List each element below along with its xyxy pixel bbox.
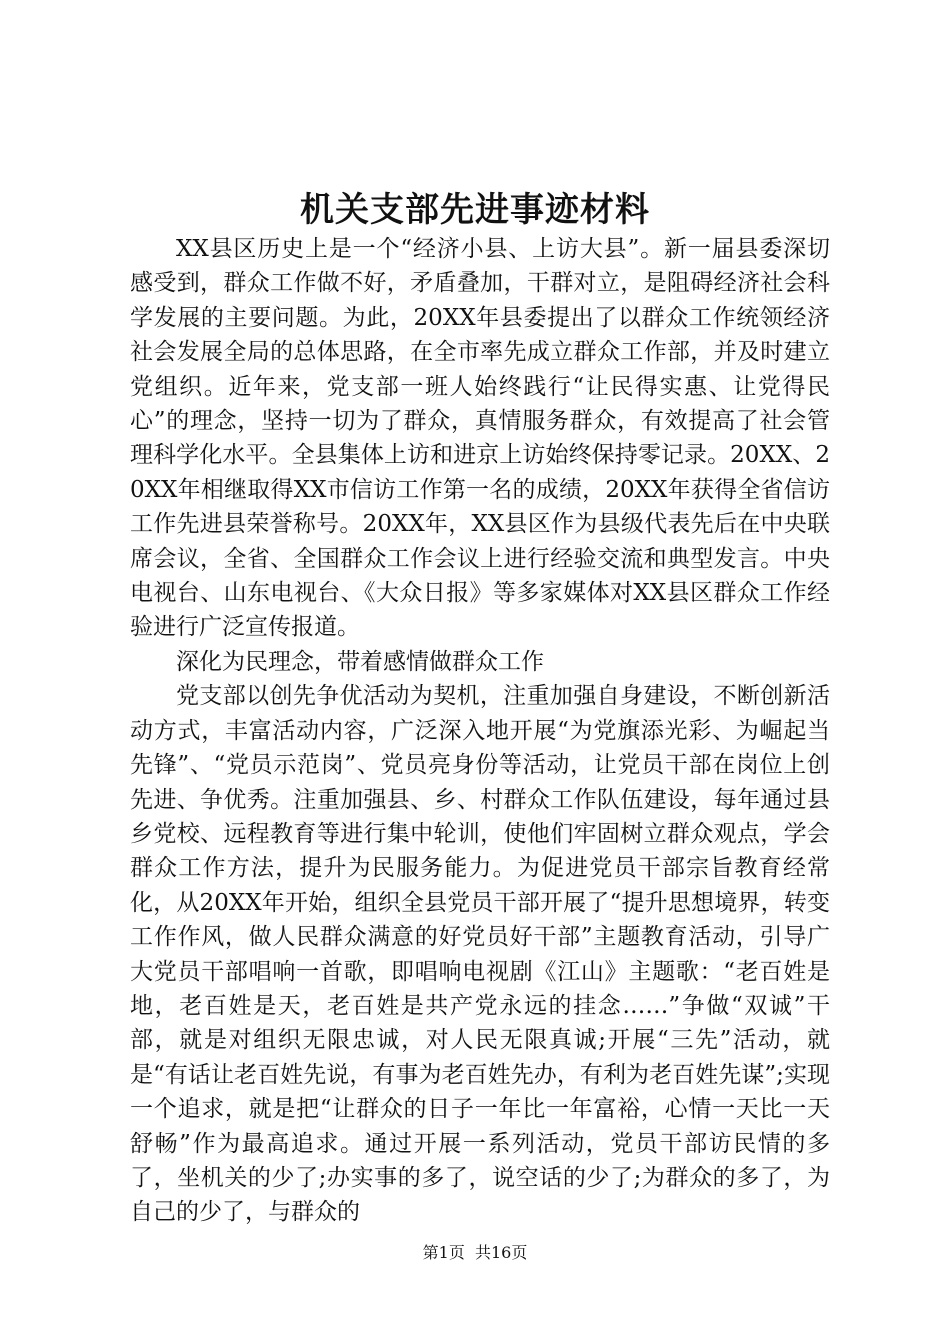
document-title: 机关支部先进事迹材料 bbox=[300, 190, 650, 230]
paragraph-body: 党支部以创先争优活动为契机，注重加强自身建设，不断创新活动方式，丰富活动内容，广泛深入地开展“为党旗添光彩、为崛起当先锋”、“党员示范岗”、党员亮身份等活动，让党员干部在岗位上创先进、争优秀。注重加强县、乡、村群众工作队伍建设，每年通过县乡党校、远程教育等进行集中轮训，使他们牢固树立群众观点，学会群众工作方法，提升为民服务能力。为促进党员干部宗旨教育经常化，从20XX年开始，组织全县党员干部开展了“提升思想境界，转变工作作风，做人民群众满意的好党员好干部”主题教育活动，引导广大党员干部唱响一首歌，即唱响电视剧《江山》主题歌：“老百姓是地，老百姓是天，老百姓是共产党永远的挂念……”争做“双诚”干部，就是对组织无限忠诚，对人民无限真诚;开展“三先”活动，就是“有话让老百姓先说，有事为老百姓先办，有利为老百姓先谋”;实现一个追求，就是把“让群众的日子一年比一年富裕，心情一天比一天舒畅”作为最高追求。通过开展一系列活动，党员干部访民情的多了，坐机关的少了;办实事的多了，说空话的少了;为群众的多了，为自己的少了，与群众的 bbox=[130, 683, 831, 1226]
section-heading: 深化为民理念，带着感情做群众工作 bbox=[176, 648, 544, 675]
paragraph-intro: XX县区历史上是一个“经济小县、上访大县”。新一届县委深切感受到，群众工作做不好，矛盾叠加，干群对立，是阻碍经济社会科学发展的主要问题。为此，20XX年县委提出了以群众工作统领经济社会发展全局的总体思路，在全市率先成立群众工作部，并及时建立党组织。近年来，党支部一班人始终践行“让民得实惠、让党得民心”的理念，坚持一切为了群众，真情服务群众，有效提高了社会管理科学化水平。全县集体上访和进京上访始终保持零记录。20XX、20XX年相继取得XX市信访工作第一名的成绩，20XX年获得全省信访工作先进县荣誉称号。20XX年，XX县区作为县级代表先后在中央联席会议，全省、全国群众工作会议上进行经验交流和典型发言。中央电视台、山东电视台、《大众日报》等多家媒体对XX县区群众工作经验进行广泛宣传报道。 bbox=[130, 236, 830, 641]
page-footer: 第1页 共16页 bbox=[422, 1243, 528, 1262]
document-body bbox=[130, 232, 830, 1230]
